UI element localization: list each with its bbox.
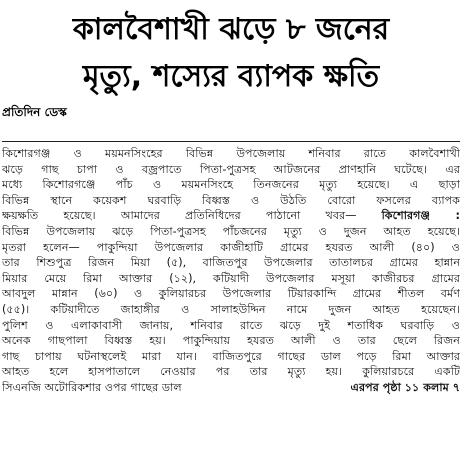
body-line: মধ্যে কিশোরগঞ্জে পাঁচ ও ময়মনসিংহে তিনজনের মৃত্যু হয়েছে। এ ছাড়া: [2, 178, 460, 192]
divider-rule: [2, 141, 460, 142]
body-line: মিয়ার মেয়ে রিমা আক্তার (১২), কটিয়াদী উপজেলার মসূয়া কাজীরচর গ্রামের: [2, 271, 460, 285]
body-line: পুলিশ ও এলাকাবাসী জানায়, শনিবার রাতে ঝড়ে দুই শতাধিক ঘরবাড়ি ও: [2, 318, 460, 332]
body-line: সিএনজি অটোরিকশার ওপর গাছের ডাল: [2, 380, 182, 394]
body-line: গাছ চাপায় ঘটনাস্থলেই মারা যান। বাজিতপুরে গাছের ডাল পড়ে রিমা আক্তার: [2, 349, 460, 363]
headline-line-1: কালবৈশাখী ঝড়ে ৮ জনের: [72, 12, 390, 47]
byline: প্রতিদিন ডেস্ক: [2, 105, 67, 119]
body-line: ক্ষয়ক্ষতি হয়েছে। আমাদের প্রতিনিধিদের পাঠানো খবর—: [2, 209, 357, 223]
continued-jump-link[interactable]: এরপর পৃষ্ঠা ১১ কলাম ৭: [350, 380, 460, 394]
body-line-with-dateline: [2, 208, 460, 224]
body-line: বিভিন্ন স্থানে কয়েকশ ঘরবাড়ি বিধ্বস্ত ও উঠতি বোরো ফসলের ব্যাপক: [2, 193, 460, 207]
body-line: আবদুল মান্নান (৬০) ও কুলিয়ারচর উপজেলার টিয়ারকান্দি গ্রামের শীতল বর্মণ: [2, 287, 460, 301]
body-last-line: [2, 380, 460, 396]
headline-line-2: মৃত্যু, শস্যের ব্যাপক ক্ষতি: [82, 59, 380, 94]
body-line: মৃতরা হলেন— পাকুন্দিয়া উপজেলার কাজীহাটি গ্রামের হযরত আলী (৪০) ও: [2, 240, 460, 254]
body-line: (৫৫)। কটিয়াদীতে জাহাঙ্গীর ও সালাহউদ্দিন নামে দুজন আহত হয়েছেন।: [2, 302, 460, 316]
body-line: অনেক গাছপালা বিধ্বস্ত হয়। পাকুন্দিয়ায় হযরত আলী ও তার ছেলে রিজন: [2, 334, 460, 348]
body-line: কিশোরগঞ্জ ও ময়মনসিংহের বিভিন্ন উপজেলায় শনিবার রাতে কালবৈশাখী: [2, 147, 460, 160]
body-line: তার শিশুপুত্র রিজন মিয়া (৫), বাজিতপুর উপজেলার তাতালচর গ্রামের হান্নান: [2, 256, 460, 270]
dateline-label: কিশোরগঞ্জ :: [381, 209, 460, 223]
article-body: [2, 146, 460, 396]
body-line: ঝড়ে গাছ চাপা ও বজ্রপাতে পিতা-পুত্রসহ আটজনের প্রাণহানি ঘটেছে। এর: [2, 162, 460, 176]
body-line: বিভিন্ন উপজেলায় ঝড়ে পিতা-পুত্রসহ পাঁচজনের মৃত্যু ও দুজন আহত হয়েছে।: [2, 224, 460, 238]
body-line: আহত হলে হাসপাতালে নেওয়ার পর তার মৃত্যু হয়। কুলিয়ারচরে একটি: [2, 365, 460, 379]
